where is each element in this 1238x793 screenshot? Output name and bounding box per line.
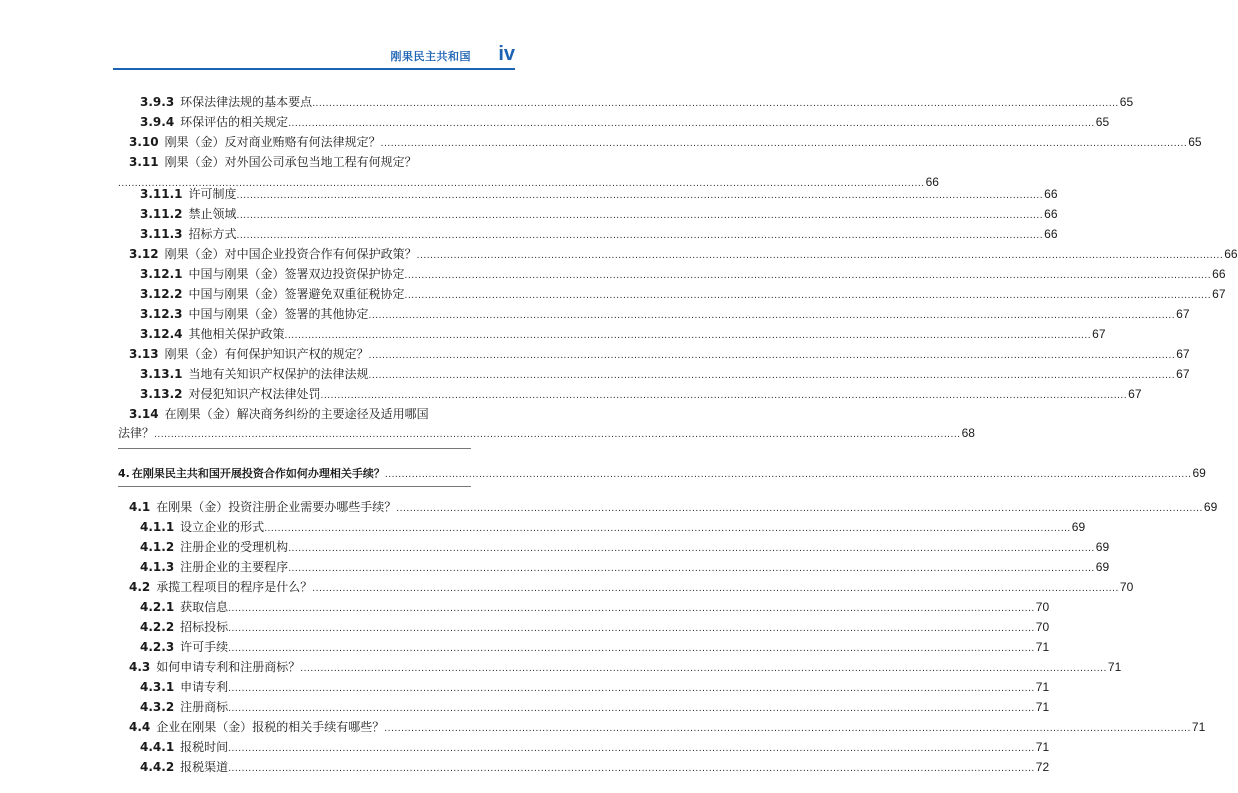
- toc-entry[interactable]: [140, 620, 1050, 636]
- toc-leader: [237, 229, 1044, 243]
- toc-leader: [321, 389, 1128, 403]
- toc-page: 71: [1035, 740, 1050, 754]
- toc-number: 3.12.2: [140, 287, 183, 301]
- toc-entry[interactable]: [140, 287, 1226, 303]
- toc-entry[interactable]: [140, 680, 1050, 696]
- toc-leader: [288, 562, 1095, 576]
- toc-number: 4.3.2: [140, 700, 175, 714]
- header-title: 刚果民主共和国: [390, 50, 471, 63]
- toc-number: 3.13: [129, 347, 159, 361]
- toc-number: 4.1: [129, 500, 151, 514]
- section-divider: [118, 486, 471, 487]
- toc-page: 71: [1191, 720, 1206, 734]
- toc-title: 刚果（金）反对商业贿赂有何法律规定？: [164, 135, 381, 149]
- toc-page: 71: [1107, 660, 1122, 674]
- toc-title: 许可制度: [188, 187, 237, 201]
- toc-leader: [228, 682, 1035, 696]
- toc-number: 4.2.3: [140, 640, 175, 654]
- toc-leader: [405, 269, 1212, 283]
- toc-page: 72: [1035, 760, 1050, 774]
- toc-entry[interactable]: [140, 227, 1058, 243]
- toc-leader: [228, 762, 1035, 776]
- toc-title: 设立企业的形式: [180, 520, 265, 534]
- toc-number: 4.2.2: [140, 620, 175, 634]
- toc-title: 申请专利: [180, 680, 229, 694]
- toc-number: 3.9.4: [140, 115, 175, 129]
- toc-number: 4.4: [129, 720, 151, 734]
- toc-number: 4.4.1: [140, 740, 175, 754]
- toc-number: 3.13.1: [140, 367, 183, 381]
- toc-leader: [385, 468, 1192, 482]
- toc-entry[interactable]: [140, 95, 1134, 111]
- toc-title: 刚果（金）有何保护知识产权的规定？: [164, 347, 369, 361]
- toc-number: 3.11.3: [140, 227, 183, 241]
- toc-entry[interactable]: [140, 520, 1086, 536]
- toc-entry[interactable]: [140, 207, 1058, 223]
- toc-page: 66: [1212, 267, 1226, 281]
- toc-title: 如何申请专利和注册商标？: [156, 660, 301, 674]
- toc-entry[interactable]: [129, 500, 1218, 516]
- toc-leader: [381, 137, 1188, 151]
- toc-number: 3.12: [129, 247, 159, 261]
- toc-number: 4.1.3: [140, 560, 175, 574]
- toc-title: 刚果（金）对外国公司承包当地工程有何规定？: [164, 155, 417, 169]
- toc-leader: [285, 329, 1092, 343]
- toc-page: 65: [1119, 95, 1134, 109]
- toc-entry[interactable]: [129, 155, 417, 169]
- toc-title: 在刚果（金）解决商务纠纷的主要途径及适用哪国: [164, 407, 429, 421]
- toc-entry[interactable]: [140, 740, 1050, 756]
- toc-page: 69: [1071, 520, 1086, 534]
- toc-page: 70: [1119, 580, 1134, 594]
- toc-leader: [237, 209, 1044, 223]
- toc-leader: [237, 189, 1044, 203]
- section-divider: [118, 448, 471, 449]
- toc-page: 71: [1035, 700, 1050, 714]
- toc-entry[interactable]: [140, 307, 1190, 323]
- toc-leader: [369, 369, 1176, 383]
- toc-entry[interactable]: [140, 187, 1058, 203]
- toc-number: 3.10: [129, 135, 159, 149]
- toc-page: 68: [961, 426, 975, 440]
- toc-entry[interactable]: [129, 407, 429, 421]
- toc-entry[interactable]: [140, 267, 1226, 283]
- toc-number: 4.1.1: [140, 520, 175, 534]
- toc-leader: [369, 309, 1176, 323]
- toc-title: 对侵犯知识产权法律处罚: [188, 387, 321, 401]
- toc-entry[interactable]: [129, 580, 1134, 596]
- toc-page: 65: [1095, 115, 1110, 129]
- toc-page: 70: [1035, 620, 1050, 634]
- toc-number: 4.2: [129, 580, 151, 594]
- toc-entry[interactable]: [140, 600, 1050, 616]
- toc-title: 其他相关保护政策: [188, 327, 285, 341]
- toc-page: 67: [1176, 367, 1190, 381]
- toc-title: 招标方式: [188, 227, 237, 241]
- toc-leader: [417, 249, 1224, 263]
- toc-entry[interactable]: [140, 115, 1110, 131]
- toc-number: 3.12.3: [140, 307, 183, 321]
- toc-entry[interactable]: [140, 700, 1050, 716]
- toc-page: 67: [1128, 387, 1142, 401]
- toc-page: 66: [1224, 247, 1238, 261]
- toc-page: 67: [1176, 307, 1190, 321]
- toc-entry[interactable]: [140, 367, 1190, 383]
- toc-title: 企业在刚果（金）报税的相关手续有哪些？: [156, 720, 385, 734]
- toc-page: 66: [1044, 227, 1058, 241]
- toc-chapter-entry[interactable]: [118, 466, 1206, 482]
- toc-title: 中国与刚果（金）签署双边投资保护协定: [188, 267, 405, 281]
- toc-entry[interactable]: [129, 135, 1202, 151]
- toc-number: 3.13.2: [140, 387, 183, 401]
- toc-title: 在刚果（金）投资注册企业需要办哪些手续？: [156, 500, 397, 514]
- toc-leader: [228, 602, 1035, 616]
- toc-page: 69: [1095, 540, 1110, 554]
- toc-number: 4.1.2: [140, 540, 175, 554]
- toc-leader: [312, 582, 1119, 596]
- header-page-number: iv: [498, 43, 515, 65]
- toc-leader: [264, 522, 1071, 536]
- toc-entry[interactable]: [129, 660, 1122, 676]
- toc-number: 3.14: [129, 407, 159, 421]
- toc-leader: [396, 502, 1203, 516]
- toc-page: 66: [1044, 187, 1058, 201]
- toc-leader: [228, 622, 1035, 636]
- toc-page: 71: [1035, 640, 1050, 654]
- toc-title: 中国与刚果（金）签署的其他协定: [188, 307, 369, 321]
- toc-page: 69: [1203, 500, 1218, 514]
- toc-entry[interactable]: [140, 640, 1050, 656]
- toc-leader: [228, 702, 1035, 716]
- toc-number: 4.4.2: [140, 760, 175, 774]
- toc-number: 4.: [118, 467, 130, 480]
- toc-entry[interactable]: [129, 247, 1238, 263]
- toc-page: 71: [1035, 680, 1050, 694]
- toc-leader: [288, 117, 1095, 131]
- toc-title: 刚果（金）对中国企业投资合作有何保护政策？: [164, 247, 417, 261]
- toc-page: 67: [1212, 287, 1226, 301]
- toc-title: 环保评估的相关规定: [180, 115, 289, 129]
- toc-leader: [228, 642, 1035, 656]
- toc-entry[interactable]: [129, 347, 1190, 363]
- toc-entry[interactable]: [140, 327, 1106, 343]
- header-rule: [113, 68, 515, 70]
- toc-title: 在刚果民主共和国开展投资合作如何办理相关手续？: [131, 467, 385, 480]
- toc-entry[interactable]: [140, 560, 1110, 576]
- toc-leader: [312, 97, 1119, 111]
- toc-title: 承揽工程项目的程序是什么？: [156, 580, 313, 594]
- toc-page: 66: [1044, 207, 1058, 221]
- toc-entry[interactable]: [140, 540, 1110, 556]
- toc-number: 4.3: [129, 660, 151, 674]
- toc-entry[interactable]: [140, 387, 1142, 403]
- toc-title: 注册企业的主要程序: [180, 560, 289, 574]
- toc-title: 获取信息: [180, 600, 229, 614]
- toc-title: 注册商标: [180, 700, 229, 714]
- toc-title-continuation: 法律？: [118, 426, 155, 440]
- toc-leader: [300, 662, 1107, 676]
- toc-number: 4.2.1: [140, 600, 175, 614]
- toc-number: 3.12.1: [140, 267, 183, 281]
- toc-number: 3.11.2: [140, 207, 183, 221]
- toc-page: 67: [1176, 347, 1190, 361]
- toc-page: 69: [1192, 466, 1206, 480]
- toc-leader: [288, 542, 1095, 556]
- toc-number: 3.9.3: [140, 95, 175, 109]
- toc-leader: [369, 349, 1176, 363]
- toc-title: 当地有关知识产权保护的法律法规: [188, 367, 369, 381]
- toc-leader: [405, 289, 1212, 303]
- toc-title: 中国与刚果（金）签署避免双重征税协定: [188, 287, 405, 301]
- toc-title: 报税时间: [180, 740, 229, 754]
- toc-page: 70: [1035, 600, 1050, 614]
- toc-page: 69: [1095, 560, 1110, 574]
- toc-entry[interactable]: [129, 720, 1206, 736]
- toc-page: 66: [925, 175, 939, 189]
- toc-number: 3.11: [129, 155, 159, 169]
- toc-leader: [384, 722, 1191, 736]
- toc-title: 招标投标: [180, 620, 229, 634]
- toc-number: 3.12.4: [140, 327, 183, 341]
- toc-number: 4.3.1: [140, 680, 175, 694]
- toc-page: 67: [1092, 327, 1106, 341]
- toc-number: 3.11.1: [140, 187, 183, 201]
- toc-title: 注册企业的受理机构: [180, 540, 289, 554]
- toc-leader: [154, 428, 961, 442]
- toc-title: 环保法律法规的基本要点: [180, 95, 313, 109]
- toc-entry[interactable]: [140, 760, 1050, 776]
- toc-leader: [228, 742, 1035, 756]
- toc-entry-continuation[interactable]: [118, 426, 975, 442]
- toc-title: 许可手续: [180, 640, 229, 654]
- toc-title: 禁止领域: [188, 207, 237, 221]
- toc-page: 65: [1188, 135, 1202, 149]
- toc-title: 报税渠道: [180, 760, 229, 774]
